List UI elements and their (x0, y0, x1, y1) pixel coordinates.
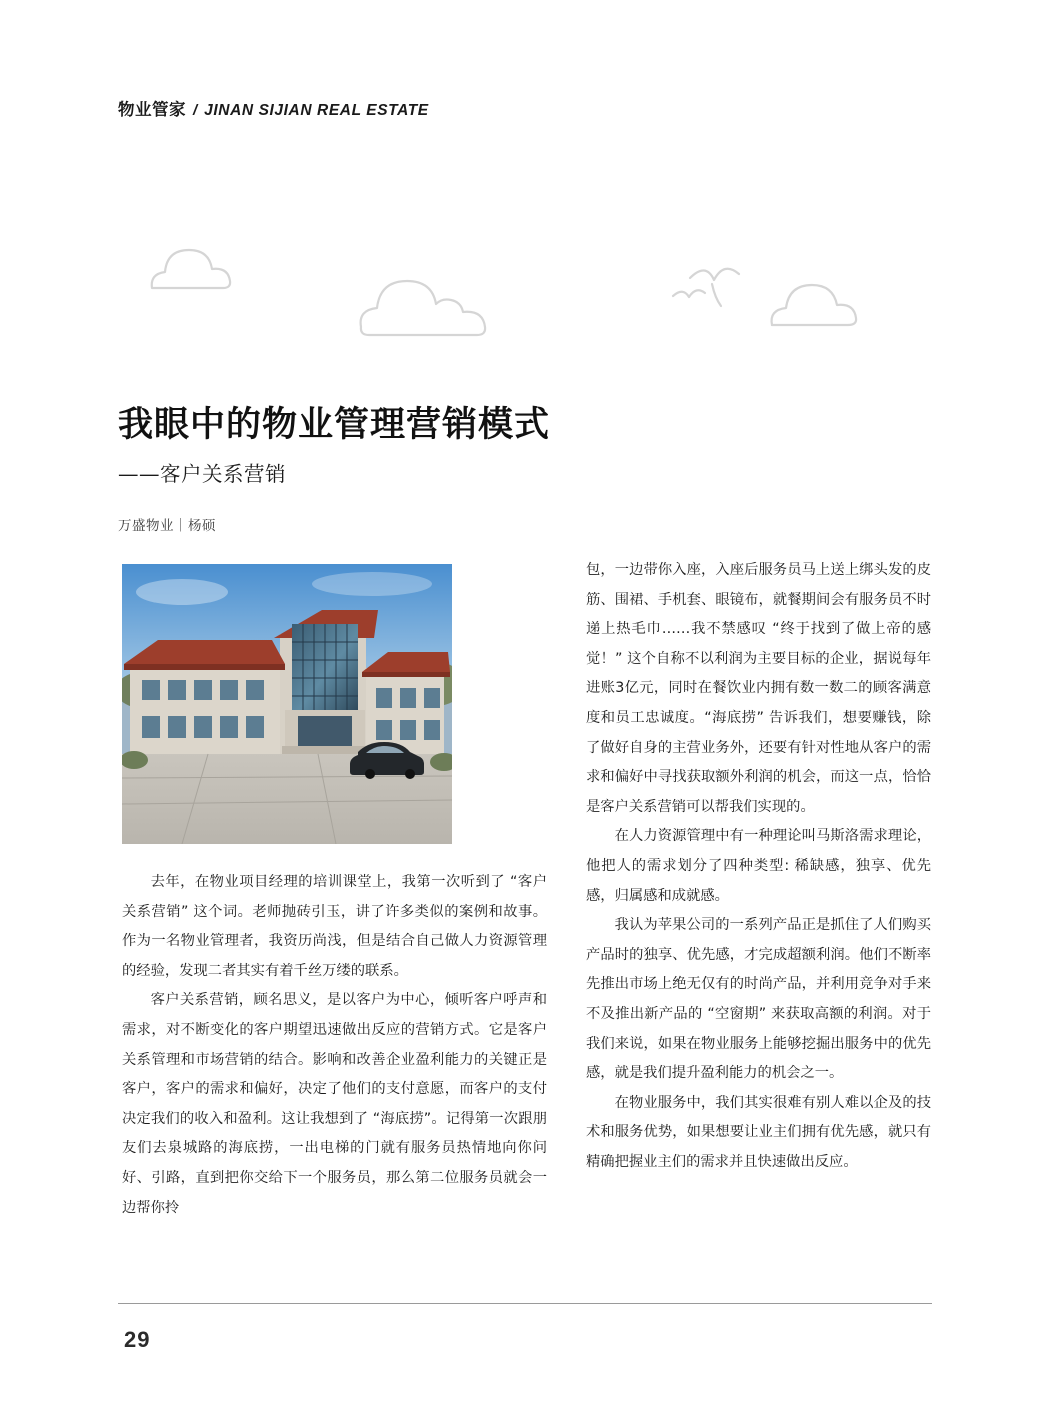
article-body-right-column (586, 556, 931, 1177)
header-separator: / (193, 102, 198, 119)
article-title-block (118, 404, 678, 534)
page-number: 29 (124, 1327, 151, 1352)
paragraph: 在人力资源管理中有一种理论叫马斯洛需求理论，他把人的需求划分了四种类型: 稀缺感，独享、优先感，归属感和成就感。 (586, 828, 931, 904)
paragraph: 客户关系营销，顾名思义，是以客户为中心，倾听客户呼声和需求，对不断变化的客户期望迅速做出反应的营销方式。它是客户关系管理和市场营销的结合。影响和改善企业盈利能力的关键正是客户，客户的需求和偏好，决定了他们的支付意愿，而客户的支付决定我们的收入和盈利。这让我想到了 “海底捞”。记得第一次跟朋友们去泉城路的海底捞，一出电梯的门就有服务员热情地向你问好、引路，直到把你交给下一个服务员，那么第二位服务员就会一边帮你拎 (122, 992, 547, 1216)
cloud-icon (361, 281, 486, 335)
article-byline: 万盛物业｜杨硕 (118, 518, 216, 533)
page-title: 我眼中的物业管理营销模式 (118, 404, 551, 445)
paragraph: 包，一边带你入座，入座后服务员马上送上绑头发的皮筋、围裙、手机套、眼镜布，就餐期间会有服务员不时递上热毛巾……我不禁感叹 “终于找到了做上帝的感觉！” 这个自称不以利润为主要目标的企业，据说每年进账3亿元，同时在餐饮业内拥有数一数二的顾客满意度和员工忠诚度。“海底捞” 告诉我们，想要赚钱，除了做好自身的主营业务外，还要有针对性地从客户的需求和偏好中寻找获取额外利润的机会，而这一点，恰恰是客户关系营销可以帮我们实现的。 (586, 562, 931, 815)
article-photo (122, 564, 452, 844)
bird-icon (712, 284, 721, 306)
bird-icon (690, 269, 739, 280)
header-title-en: JINAN SIJIAN REAL ESTATE (204, 102, 429, 119)
cloud-icon (152, 250, 230, 288)
bird-icon (673, 290, 705, 297)
paragraph: 我认为苹果公司的一系列产品正是抓住了人们购买产品时的独享、优先感，才完成超额利润。他们不断率先推出市场上绝无仅有的时尚产品，并利用竞争对手来不及推出新产品的 “空窗期” 来获取高额的利润。对于我们来说，如果在物业服务上能够挖掘出服务中的优先感，就是我们提升盈利能力的机会之一。 (586, 917, 931, 1082)
article-body-left-column (122, 868, 547, 1223)
page-subtitle: ——客户关系营销 (118, 462, 286, 486)
header-title-cn: 物业管家 (118, 101, 186, 119)
page-header (118, 96, 429, 120)
footer-divider (118, 1303, 932, 1304)
cloud-icon (772, 285, 857, 325)
paragraph: 在物业服务中，我们其实很难有别人难以企及的技术和服务优势，如果想要让业主们拥有优先感，就只有精确把握业主们的需求并且快速做出反应。 (586, 1094, 931, 1170)
paragraph: 去年，在物业项目经理的培训课堂上，我第一次听到了 “客户关系营销” 这个词。老师抛砖引玉，讲了许多类似的案例和故事。作为一名物业管理者，我资历尚浅，但是结合自己做人力资源管理的经验，发现二者其实有着千丝万缕的联系。 (122, 874, 547, 979)
